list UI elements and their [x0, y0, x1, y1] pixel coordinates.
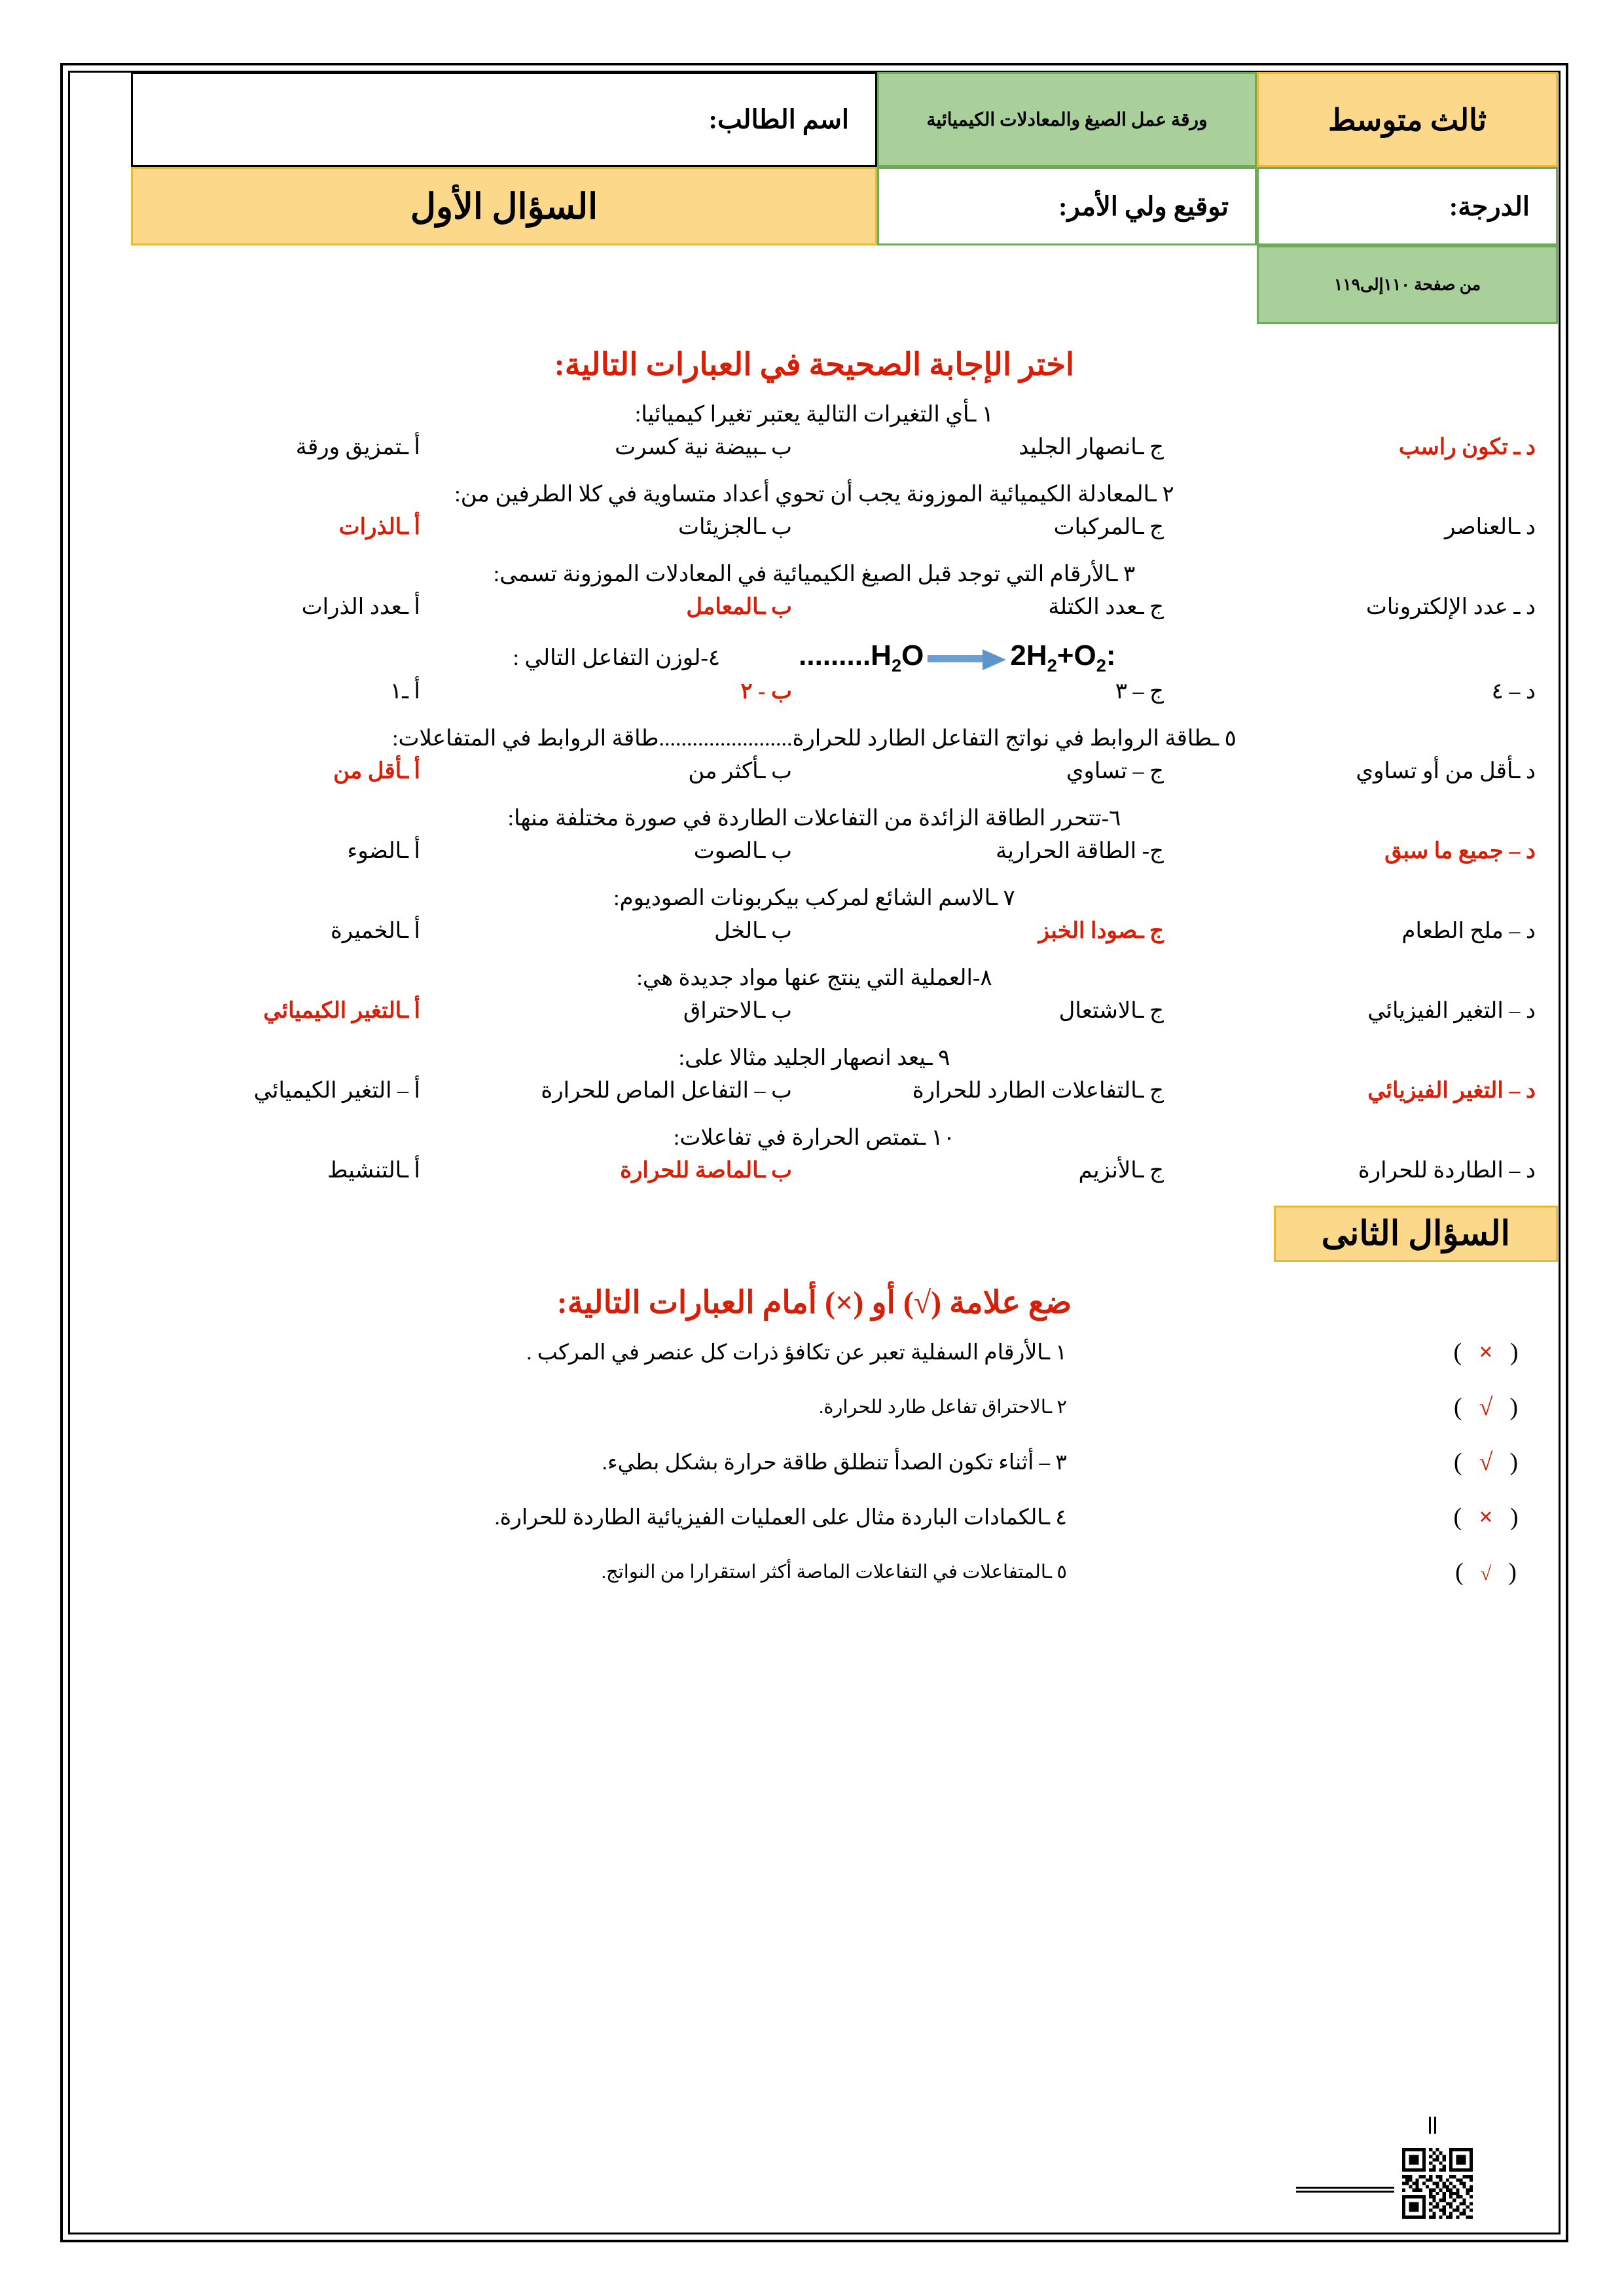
question-stem: ١٠ ـتمتص الحرارة في تفاعلات:: [673, 1125, 956, 1150]
question-block: [71, 1123, 1558, 1183]
true-false-row: [71, 1503, 1558, 1532]
question-block: [71, 724, 1558, 784]
paren-open: (: [1453, 1448, 1462, 1476]
option-d[interactable]: د – الطاردة للحرارة: [1358, 1158, 1536, 1183]
option-d[interactable]: د – التغير الفيزيائي: [1367, 999, 1536, 1024]
question-block: [71, 480, 1558, 540]
answer-symbol: √: [1479, 1448, 1493, 1476]
section1-instruction: اختر الإجابة الصحيحة في العبارات التالية:: [554, 348, 1075, 382]
answer-mark-box[interactable]: [1414, 1503, 1558, 1532]
option-c[interactable]: ج – ٣: [1115, 679, 1164, 704]
question-stem: ١ ـأي التغيرات التالية يعتبر تغيرا كيميائيا:: [634, 403, 994, 427]
option-d[interactable]: د – ٤: [1491, 679, 1536, 704]
true-false-row: [71, 1393, 1558, 1422]
answer-mark-box[interactable]: [1414, 1448, 1558, 1477]
option-b[interactable]: ب ـبيضة نية كسرت: [615, 435, 792, 459]
statement-text: ٥ ـالمتفاعلات في التفاعلات الماصة أكثر استقرارا من النواتج.: [601, 1562, 1067, 1583]
paren-open: (: [1453, 1503, 1462, 1531]
question-block: [71, 639, 1558, 705]
question-block: [71, 560, 1558, 620]
question-stem: ٧ ـالاسم الشائع لمركب بيكربونات الصوديوم:: [613, 886, 1015, 911]
answer-mark-box[interactable]: [1414, 1393, 1558, 1422]
chemical-equation: [799, 639, 1115, 676]
tick-mark-left: [1434, 2117, 1436, 2134]
option-c[interactable]: ج ـصودا الخبز: [1038, 919, 1164, 944]
paren-open: (: [1453, 1393, 1462, 1421]
statement-text: ٣ – أثناء تكون الصدأ تنطلق طاقة حرارة بشكل بطيء.: [602, 1450, 1067, 1475]
option-b[interactable]: ب ـالجزيئات: [678, 514, 792, 539]
answer-symbol: ×: [1479, 1338, 1493, 1366]
option-a[interactable]: أ – التغير الكيميائي: [253, 1078, 420, 1103]
answer-symbol: √: [1479, 1393, 1493, 1421]
question-stem: ٨-العملية التي ينتج عنها مواد جديدة هي:: [636, 966, 992, 991]
question-stem: ٥ ـطاقة الروابط في نواتج التفاعل الطارد للحرارة........................طاقة الروابط في المتفاعلات:: [392, 726, 1236, 751]
paren-close: ): [1509, 1448, 1519, 1476]
option-a[interactable]: أ ـتمزيق ورقة: [295, 435, 420, 459]
section2-instruction: ضع علامة (√) أو (×) أمام العبارات التالية:: [556, 1285, 1072, 1320]
option-a[interactable]: أ ـالتنشيط: [327, 1158, 420, 1183]
paren-close: ): [1509, 1338, 1519, 1366]
true-false-row: [71, 1338, 1558, 1367]
option-a[interactable]: أ ـالضوء: [347, 839, 420, 864]
option-c[interactable]: ج – تساوي: [1066, 759, 1164, 784]
header-row-1: [131, 72, 1558, 167]
option-a[interactable]: أ ـالخميرة: [330, 919, 420, 944]
equation-line: [71, 639, 1558, 676]
question-one-title-cell: السؤال الأول: [131, 167, 877, 245]
statement-text: ٤ ـالكمادات الباردة مثال على العمليات الفيزيائية الطاردة للحرارة.: [494, 1505, 1067, 1530]
paren-open: (: [1453, 1338, 1462, 1366]
question-block: [71, 400, 1558, 460]
footer-rule: [1296, 2187, 1394, 2189]
option-d[interactable]: د ـ تكون راسب: [1398, 435, 1536, 459]
option-row: [71, 1157, 1558, 1183]
option-b[interactable]: ب – التفاعل الماص للحرارة: [541, 1078, 792, 1103]
option-a[interactable]: أ ـالتغير الكيميائي: [263, 999, 420, 1024]
question-stem: ٦-تتحرر الطاقة الزائدة من التفاعلات الطاردة في صورة مختلفة منها:: [507, 806, 1121, 831]
answer-symbol: ×: [1479, 1503, 1493, 1531]
equation-reactants: $2H_2+O_2$:: [1010, 639, 1116, 675]
equation-product: $.........H_2O$: [799, 639, 924, 675]
worksheet-content: [71, 72, 1558, 2232]
option-c[interactable]: ج ـالأنزيم: [1078, 1158, 1164, 1183]
option-row: [71, 1077, 1558, 1103]
option-b[interactable]: ب ـأكثر من: [688, 759, 792, 784]
paren-close: ): [1508, 1558, 1517, 1586]
option-a[interactable]: أ ـ١: [389, 679, 420, 704]
pages-range-cell: من صفحة ١١٠إلى١١٩: [1257, 245, 1558, 324]
question-block: [71, 804, 1558, 864]
statement-text: ٢ ـالاحتراق تفاعل طارد للحرارة.: [818, 1397, 1067, 1418]
option-c[interactable]: ج ـالاشتعال: [1058, 999, 1164, 1024]
grade-cell: ثالث متوسط: [1257, 72, 1558, 167]
question-stem: ٢ ـالمعادلة الكيميائية الموزونة يجب أن تحوي أعداد متساوية في كلا الطرفين من:: [454, 482, 1174, 507]
option-row: [71, 434, 1558, 460]
question-block: [71, 884, 1558, 944]
guardian-signature-cell[interactable]: توقيع ولي الأمر:: [877, 167, 1257, 245]
option-a[interactable]: أ ـعدد الذرات: [301, 594, 420, 619]
statement-text: ١ ـالأرقام السفلية تعبر عن تكافؤ ذرات كل عنصر في المركب .: [526, 1340, 1067, 1365]
score-cell[interactable]: الدرجة:: [1257, 167, 1558, 245]
option-row: [71, 758, 1558, 784]
paren-open: (: [1455, 1558, 1464, 1586]
worksheet-title-cell: ورقة عمل الصيغ والمعادلات الكيميائية: [877, 72, 1257, 167]
question-block: [71, 963, 1558, 1024]
option-row: [71, 997, 1558, 1024]
answer-symbol: √: [1480, 1562, 1492, 1585]
option-d[interactable]: د – ملح الطعام: [1401, 919, 1536, 944]
option-d[interactable]: د ـأقل من أو تساوي: [1356, 759, 1536, 784]
question-stem: ٣ ـالأرقام التي توجد قبل الصيغ الكيميائية في المعادلات الموزونة تسمى:: [493, 562, 1136, 586]
option-b[interactable]: ب ـالخل: [714, 919, 792, 944]
header-row-3: [131, 245, 1558, 324]
option-row: [71, 514, 1558, 540]
option-row: [71, 594, 1558, 620]
answer-mark-box[interactable]: [1414, 1338, 1558, 1367]
answer-mark-box[interactable]: [1414, 1558, 1558, 1587]
section2-title-wrap: [71, 1206, 1558, 1262]
tick-mark-right: [1429, 2117, 1431, 2134]
question-stem: ٩ ـيعد انصهار الجليد مثالا على:: [678, 1046, 950, 1071]
option-b[interactable]: ب ـالمعامل: [686, 594, 792, 619]
question-stem: ٤-لوزن التفاعل التالي :: [513, 645, 721, 670]
question-block: [71, 1043, 1558, 1103]
option-b[interactable]: ب ـالاحتراق: [683, 999, 792, 1024]
reaction-arrow-icon: [928, 651, 1006, 664]
section2-title: السؤال الثانى: [1274, 1206, 1558, 1262]
option-c[interactable]: ج ـانصهار الجليد: [1019, 435, 1164, 459]
option-b[interactable]: ب ـالماصة للحرارة: [620, 1158, 792, 1183]
true-false-row: [71, 1448, 1558, 1477]
option-row: [71, 918, 1558, 944]
header-spacer: [131, 245, 1257, 324]
option-d[interactable]: د ـ عدد الإلكترونات: [1365, 594, 1536, 619]
option-d[interactable]: د ـالعناصر: [1445, 514, 1536, 539]
option-b[interactable]: ب ـالصوت: [693, 839, 792, 864]
true-false-row: [71, 1558, 1558, 1587]
qr-code-icon: [1402, 2148, 1473, 2219]
option-b[interactable]: ب - ٢: [740, 679, 792, 704]
option-a[interactable]: أ ـالذرات: [338, 514, 420, 539]
paren-close: ): [1509, 1503, 1519, 1531]
option-row: [71, 678, 1558, 704]
option-c[interactable]: ج- الطاقة الحرارية: [996, 839, 1164, 864]
option-row: [71, 838, 1558, 864]
header-table: [131, 72, 1558, 324]
paren-close: ): [1509, 1393, 1519, 1421]
option-c[interactable]: ج ـالتفاعلات الطارد للحرارة: [912, 1078, 1164, 1103]
student-name-cell: اسم الطالب:: [131, 72, 877, 167]
option-d[interactable]: د – التغير الفيزيائي: [1367, 1078, 1536, 1103]
option-a[interactable]: أ ـأقل من: [333, 759, 420, 784]
header-row-2: [131, 167, 1558, 245]
option-d[interactable]: د – جميع ما سبق: [1384, 839, 1536, 864]
option-c[interactable]: ج ـعدد الكتلة: [1048, 594, 1164, 619]
option-c[interactable]: ج ـالمركبات: [1053, 514, 1164, 539]
